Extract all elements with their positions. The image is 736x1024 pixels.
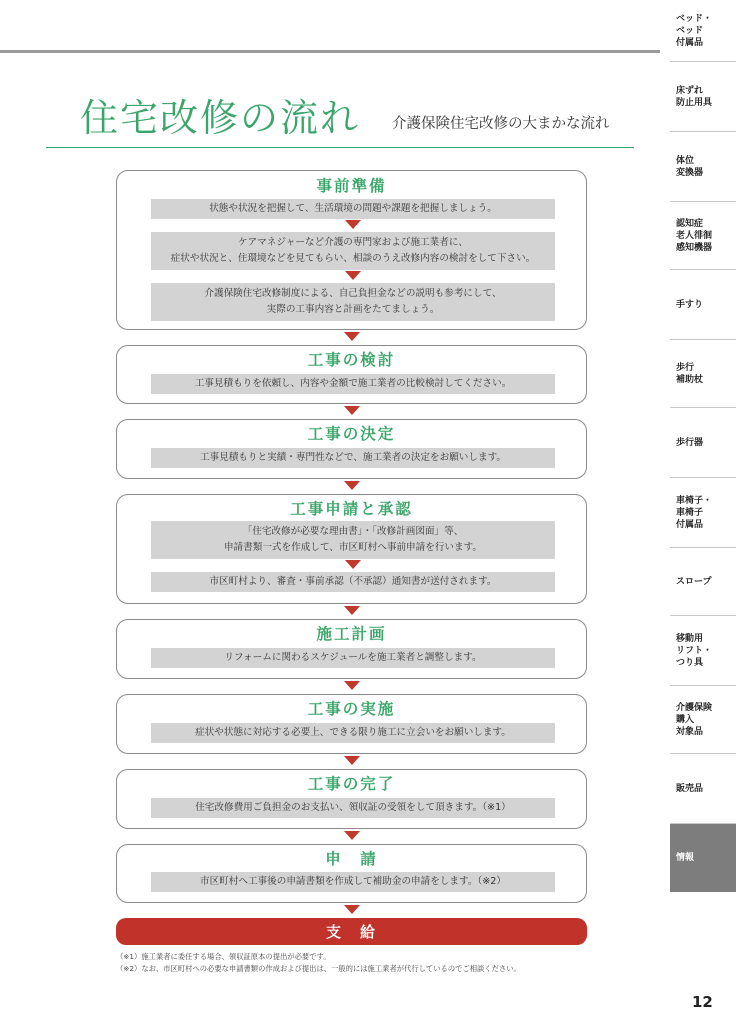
- sidebar-item-dementia[interactable]: 認知症 老人徘徊 感知機器: [670, 202, 736, 270]
- step-note: 状態や状況を把握して、生活環境の問題や課題を把握しましょう。: [151, 199, 555, 219]
- step-note: 工事見積もりを依頼し、内容や金額で施工業者の比較検討してください。: [151, 374, 555, 394]
- arrow-down-icon: [344, 831, 360, 840]
- arrow-down-icon: [344, 406, 360, 415]
- step-title: 工事の実施: [307, 700, 396, 718]
- sidebar-item-purchase[interactable]: 介護保険 購入 対象品: [670, 686, 736, 754]
- arrow-down-icon: [345, 560, 361, 569]
- step-note: 市区町村へ工事後の申請書類を作成して補助金の申請をします。（※2）: [151, 872, 555, 892]
- arrow-down-icon: [344, 905, 360, 914]
- flow-step-preparation: [116, 170, 587, 330]
- arrow-down-icon: [344, 681, 360, 690]
- flow-step-application-approval: [116, 494, 587, 604]
- step-title: 事前準備: [316, 177, 387, 195]
- step-title: 施工計画: [316, 625, 387, 643]
- page-subtitle: 介護保険住宅改修の大まかな流れ: [392, 116, 610, 132]
- page-title: 住宅改修の流れ: [80, 96, 361, 140]
- footnote-2: （※2）なお、市区町村への必要な申請書類の作成および提出は、一般的には施工業者が代行しているのでご相談ください。: [116, 964, 521, 973]
- sidebar-item-info[interactable]: 情報: [670, 824, 736, 892]
- step-note: 工事見積もりと実績・専門性などで、施工業者の決定をお願いします。: [151, 448, 555, 468]
- sidebar-index: [670, 0, 736, 892]
- arrow-down-icon: [344, 481, 360, 490]
- footnote-1: （※1）施工業者に委任する場合、領収証原本の提出が必要です。: [116, 952, 331, 961]
- step-note: 住宅改修費用ご負担金のお支払い、領収証の受領をして頂きます。（※1）: [151, 798, 555, 818]
- sidebar-item-wheelchair[interactable]: 車椅子・ 車椅子 付属品: [670, 478, 736, 548]
- sidebar-item-cane[interactable]: 歩行 補助杖: [670, 340, 736, 408]
- step-title: 申 請: [325, 850, 378, 868]
- sidebar-item-bedsore[interactable]: 床ずれ 防止用具: [670, 62, 736, 132]
- step-note: ケアマネジャーなど介護の専門家および施工業者に、 症状や状況と、住環境などを見てもらい、相談のうえ改修内容の検討をして下さい。: [151, 232, 555, 270]
- step-note: 介護保険住宅改修制度による、自己負担金などの説明も参考にして、 実際の工事内容と計画をたてましょう。: [151, 283, 555, 321]
- step-note: 市区町村より、審査・事前承認（不承認）通知書が送付されます。: [151, 572, 555, 592]
- step-title: 工事の検討: [307, 351, 396, 369]
- arrow-down-icon: [344, 606, 360, 615]
- page-number: 12: [692, 993, 713, 1011]
- flow-final-payment: 支 給: [116, 918, 587, 945]
- flow-step-completion: [116, 769, 587, 829]
- sidebar-item-beds[interactable]: ベッド・ ベッド 付属品: [670, 0, 736, 62]
- flow-step-decision: [116, 419, 587, 479]
- step-title: 工事の完了: [307, 775, 396, 793]
- arrow-down-icon: [344, 756, 360, 765]
- sidebar-item-walker[interactable]: 歩行器: [670, 408, 736, 478]
- sidebar-item-lift[interactable]: 移動用 リフト・ つり具: [670, 616, 736, 686]
- flow-step-review: [116, 345, 587, 404]
- step-title: 工事申請と承認: [290, 500, 413, 518]
- flow-step-construction-plan: [116, 619, 587, 679]
- title-area: [46, 92, 634, 148]
- top-rule: [0, 50, 660, 53]
- step-note: リフォームに関わるスケジュールを施工業者と調整します。: [151, 648, 555, 668]
- sidebar-item-slope[interactable]: スロープ: [670, 548, 736, 616]
- sidebar-item-position[interactable]: 体位 変換器: [670, 132, 736, 202]
- arrow-down-icon: [344, 332, 360, 341]
- sidebar-item-sales[interactable]: 販売品: [670, 754, 736, 824]
- step-note: 症状や状態に対応する必要上、できる限り施工に立会いをお願いします。: [151, 723, 555, 743]
- sidebar-item-handrail[interactable]: 手すり: [670, 270, 736, 340]
- flow-step-execution: [116, 694, 587, 754]
- flow-step-subsidy-application: [116, 844, 587, 903]
- arrow-down-icon: [345, 220, 361, 229]
- step-note: 「住宅改修が必要な理由書」・「改修計画図面」等、 申請書類一式を作成して、市区町村へ事前申請を行います。: [151, 521, 555, 559]
- arrow-down-icon: [345, 271, 361, 280]
- step-title: 工事の決定: [307, 425, 396, 443]
